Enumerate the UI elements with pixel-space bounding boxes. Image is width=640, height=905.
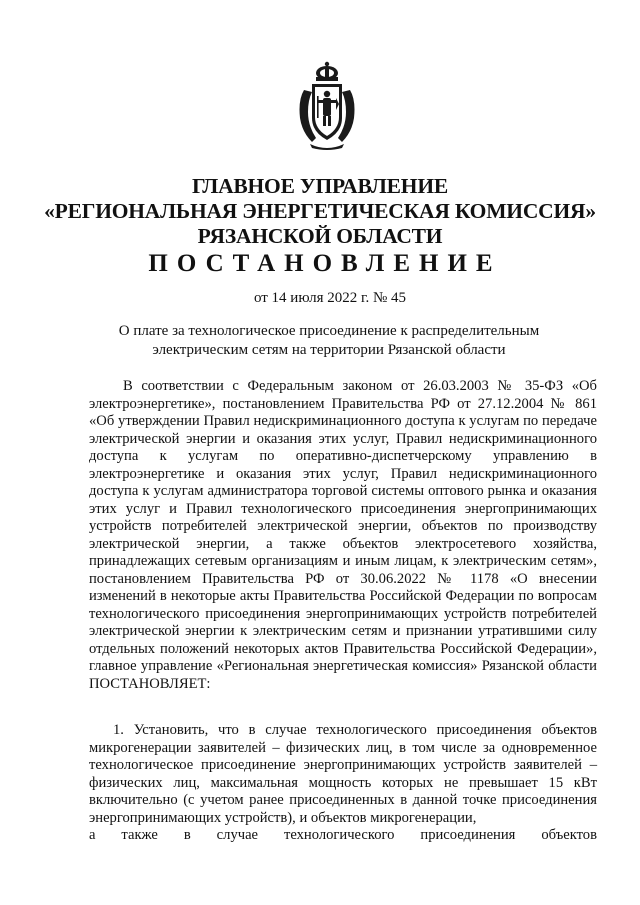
ryazan-coat-of-arms-icon [296, 60, 358, 152]
issuing-authority [0, 174, 640, 249]
item-1-paragraph [89, 722, 597, 845]
item-1-text: 1. Установить, что в случае технологического присоединения объектов микрогенерации заявителей – физических лиц, в том числе за одновременное технологическое присоединение энергопринимающих устройств заявителей – физических лиц, максимальная мощность которых не превышает 15 кВт включительно (с учетом ранее присоединенных в данной точке присоединения энергопринимающих устройств), и объектов микрогенерации, [89, 722, 597, 826]
document-title [0, 322, 640, 360]
document-title-line-1: О плате за технологическое присоединение к распределительным [118, 323, 540, 339]
item-1-last-line: а также в случае технологического присоединения объектов [89, 827, 597, 843]
document-title-line-2: электрическим сетям на территории Рязанской области [152, 342, 506, 358]
authority-line-1: ГЛАВНОЕ УПРАВЛЕНИЕ [192, 174, 448, 198]
document-date-number: от 14 июля 2022 г. № 45 [253, 290, 407, 306]
authority-line-2: «РЕГИОНАЛЬНАЯ ЭНЕРГЕТИЧЕСКАЯ КОМИССИЯ» [44, 199, 596, 223]
preamble-paragraph: В соответствии с Федеральным законом от 26.03.2003 № 35-ФЗ «Об электроэнергетике», постановлением Правительства РФ от 27.12.2004 № 861 «Об утверждении Правил недискриминационного доступа к услугам по передаче электрической энергии и оказания этих услуг, Правил недискриминационного доступа к услугам по оперативно-диспетчерскому управлению в электроэнергетике и оказания этих услуг, Правил недискриминационного доступа к услугам администратора торговой системы оптового рынка и оказания этих услуг и Правил технологического присоединения энергопринимающих устройств потребителей электрической энергии, объектов по производству электрической энергии, а также объектов электросетевого хозяйства, принадлежащих сетевым организациям и иным лицам, к электрическим сетям», постановлением Правительства РФ от 30.06.2022 № 1178 «О внесении изменений в некоторые акты Правительства Российской Федерации по вопросам технологического присоединения энергопринимающих устройств потребителей электрической энергии к электрическим сетям и признании утратившими силу отдельных положений некоторых актов Правительства Российской Федерации», главное управление «Региональная энергетическая комиссия» Рязанской области ПОСТАНОВЛЯЕТ: [89, 378, 597, 692]
authority-line-3: РЯЗАНСКОЙ ОБЛАСТИ [197, 224, 443, 248]
document-type: ПОСТАНОВЛЕНИЕ [148, 250, 502, 277]
